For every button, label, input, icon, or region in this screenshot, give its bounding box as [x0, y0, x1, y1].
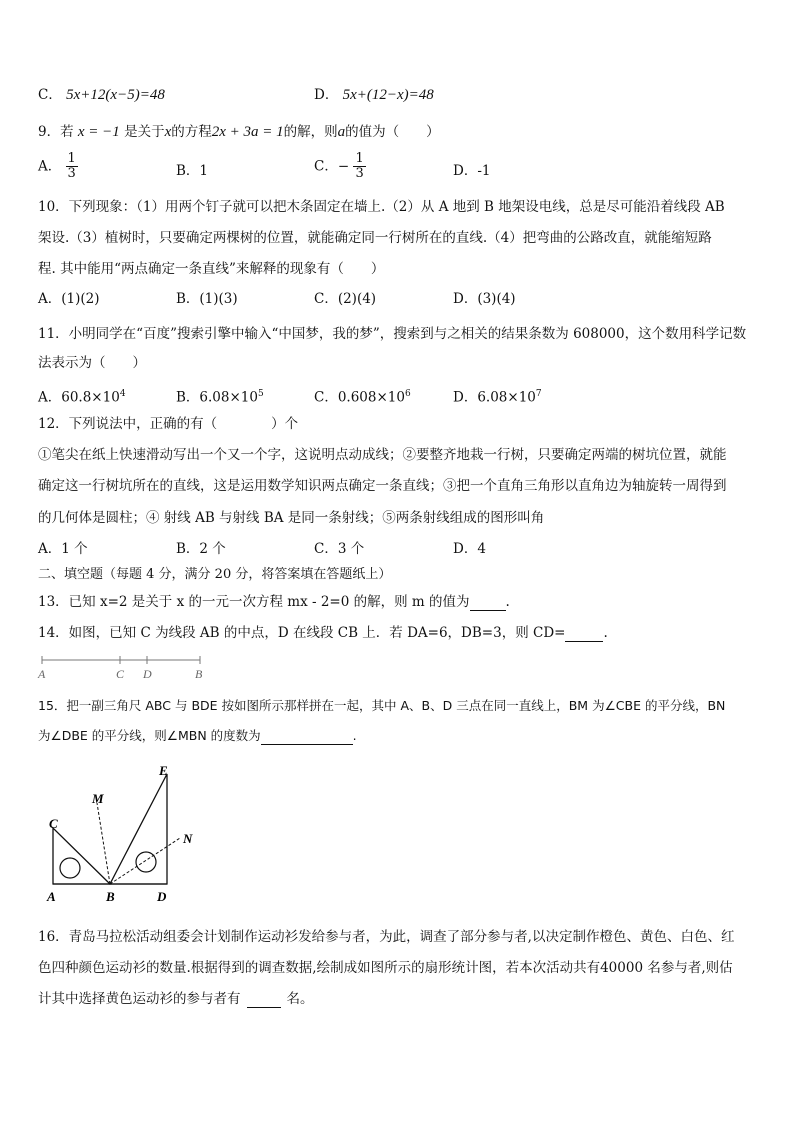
triangle-abc	[53, 828, 110, 884]
q9-option-b: B．1	[176, 163, 209, 179]
q16-end: 名。	[286, 991, 314, 1007]
q9-math-equation: 2x + 3a = 1	[211, 124, 284, 140]
label-c: C	[116, 667, 125, 680]
label-n: N	[183, 831, 193, 846]
q9-text: 的方程	[171, 124, 212, 140]
q14-answer-blank[interactable]	[565, 627, 603, 642]
q14-question	[38, 624, 608, 642]
triangle-abc-hole	[60, 858, 80, 878]
option-exponent: 5	[257, 389, 264, 399]
q9-option-c-sign: −	[337, 158, 350, 175]
q16-answer-blank[interactable]	[247, 993, 281, 1008]
q16-line-3	[38, 990, 314, 1008]
label-e: E	[159, 763, 168, 778]
q14-segment-figure	[36, 652, 216, 680]
option-base: D．6.08×10	[453, 389, 536, 406]
q9-option-c-label: C．	[314, 158, 338, 175]
q15-answer-blank[interactable]	[261, 730, 353, 745]
q9-option-d: D．-1	[453, 163, 491, 179]
q12-option-d: D．4	[453, 541, 486, 557]
q9-option-c	[314, 152, 366, 181]
q14-text: 14．如图，已知 C 为线段 AB 的中点，D 在线段 CB 上．若 DA=6，DB=3，则 CD=	[38, 625, 566, 641]
q9-option-c-fraction	[353, 152, 365, 181]
q15-triangles-figure	[40, 758, 210, 908]
q8-option-c	[38, 86, 165, 104]
q9-math-x-value: x = −1	[77, 124, 120, 140]
option-base: A．60.8×10	[38, 389, 120, 406]
label-c: C	[49, 816, 58, 831]
q13-text: 13．已知 x=2 是关于 x 的一元一次方程 mx - 2=0 的解，则 m 的值为	[38, 594, 470, 610]
triangle-bde-hole	[136, 852, 156, 872]
label-b: B	[195, 667, 203, 680]
label-d: D	[143, 667, 152, 680]
section-2-heading: 二、填空题（每题 4 分，满分 20 分，将答案填在答题纸上）	[38, 567, 392, 582]
q12-line-3: 确定这一行树坑所在的直线，这是运用数学知识两点确定一条直线；③把一个直角三角形以直角边为轴旋转一周得到	[38, 478, 727, 494]
q11-option-d	[453, 385, 542, 407]
fraction-denominator: 3	[67, 166, 76, 181]
q15-text: 为∠DBE 的平分线，则∠MBN 的度数为	[38, 728, 261, 743]
q10-option-c: C．(2)(4)	[314, 291, 377, 307]
q11-option-c	[314, 385, 411, 407]
q8-option-d	[314, 86, 434, 104]
q13-end: .	[505, 594, 510, 610]
q8-option-c-expression: 5x+12(x−5)=48	[66, 87, 165, 103]
q9-question	[38, 123, 440, 141]
label-a: A	[47, 889, 56, 904]
q12-option-b: B．2 个	[176, 541, 226, 557]
q10-option-b: B．(1)(3)	[176, 291, 238, 307]
q9-math-variable-x: x	[164, 124, 172, 140]
option-exponent: 7	[535, 389, 542, 399]
q12-option-a: A．1 个	[38, 541, 88, 557]
q11-option-b	[176, 385, 264, 407]
option-exponent: 6	[404, 389, 411, 399]
q11-option-a	[38, 385, 126, 407]
q13-question	[38, 593, 510, 611]
q11-line-1: 11．小明同学在“百度”搜索引擎中输入“中国梦，我的梦”，搜索到与之相关的结果条数为 608000，这个数用科学记数	[38, 326, 747, 342]
q16-line-1: 16．青岛马拉松活动组委会计划制作运动衫发给参与者，为此，调查了部分参与者,以决定制作橙色、黄色、白色、红	[38, 929, 735, 945]
option-base: C．0.608×10	[314, 389, 405, 406]
option-exponent: 4	[119, 389, 126, 399]
label-b: B	[106, 889, 115, 904]
q12-line-4: 的几何体是圆柱；④ 射线 AB 与射线 BA 是同一条射线；⑤两条射线组成的图形叫角	[38, 510, 545, 526]
q12-line-2: ①笔尖在纸上快速滑动写出一个又一个字，这说明点动成线；②要整齐地栽一行树，只要确定两端的树坑位置，就能	[38, 447, 727, 463]
label-d: D	[157, 889, 167, 904]
q15-end: .	[352, 728, 357, 743]
q13-answer-blank[interactable]	[470, 596, 506, 611]
q9-text: 9．若	[38, 124, 74, 140]
q9-option-a-fraction	[66, 152, 78, 181]
q9-option-a-label: A．	[38, 158, 62, 175]
q12-option-c: C．3 个	[314, 541, 365, 557]
label-m: M	[92, 791, 104, 806]
q16-line-2: 色四种颜色运动衫的数量.根据得到的调查数据,绘制成如图所示的扇形统计图，若本次活动共有40000 名参与者,则估	[38, 960, 733, 976]
q8-option-c-label: C．	[38, 87, 62, 103]
q10-line-3: 程. 其中能用“两点确定一条直线”来解释的现象有（ ）	[38, 261, 385, 277]
q15-line-2	[38, 727, 357, 745]
q10-option-d: D．(3)(4)	[453, 291, 516, 307]
label-a: A	[38, 667, 46, 680]
q10-line-1: 10．下列现象：（1）用两个钉子就可以把木条固定在墙上.（2）从 A 地到 B 地架设电线，总是尽可能沿着线段 AB	[38, 199, 725, 215]
q8-option-d-label: D．	[314, 87, 339, 103]
fraction-numerator: 1	[67, 151, 76, 166]
q16-text: 计其中选择黄色运动衫的参与者有	[38, 991, 241, 1007]
q9-text: 的值为（ ）	[345, 124, 440, 140]
q10-line-2: 架设.（3）植树时，只要确定两棵树的位置，就能确定同一行树所在的直线.（4）把弯曲的公路改直，就能缩短路	[38, 230, 712, 246]
q9-text: 是关于	[124, 124, 165, 140]
q11-line-2: 法表示为（ ）	[38, 355, 146, 371]
q9-text: 的解，则	[283, 124, 338, 140]
q8-option-d-expression: 5x+(12−x)=48	[342, 87, 434, 103]
q9-option-a	[38, 152, 78, 181]
q9-math-variable-a: a	[337, 124, 346, 140]
bisector-bm	[97, 803, 110, 884]
fraction-numerator: 1	[355, 151, 364, 166]
fraction-denominator: 3	[355, 166, 364, 181]
bisector-bn	[110, 838, 180, 884]
option-base: B．6.08×10	[176, 389, 258, 406]
triangle-bde	[110, 774, 167, 884]
q14-end: .	[603, 625, 608, 641]
q12-line-1: 12．下列说法中，正确的有（ ）个	[38, 416, 299, 432]
q15-line-1: 15．把一副三角尺 ABC 与 BDE 按如图所示那样拼在一起，其中 A、B、D 三点在同一直线上，BM 为∠CBE 的平分线，BN	[38, 698, 726, 713]
q10-option-a: A．(1)(2)	[38, 291, 100, 307]
